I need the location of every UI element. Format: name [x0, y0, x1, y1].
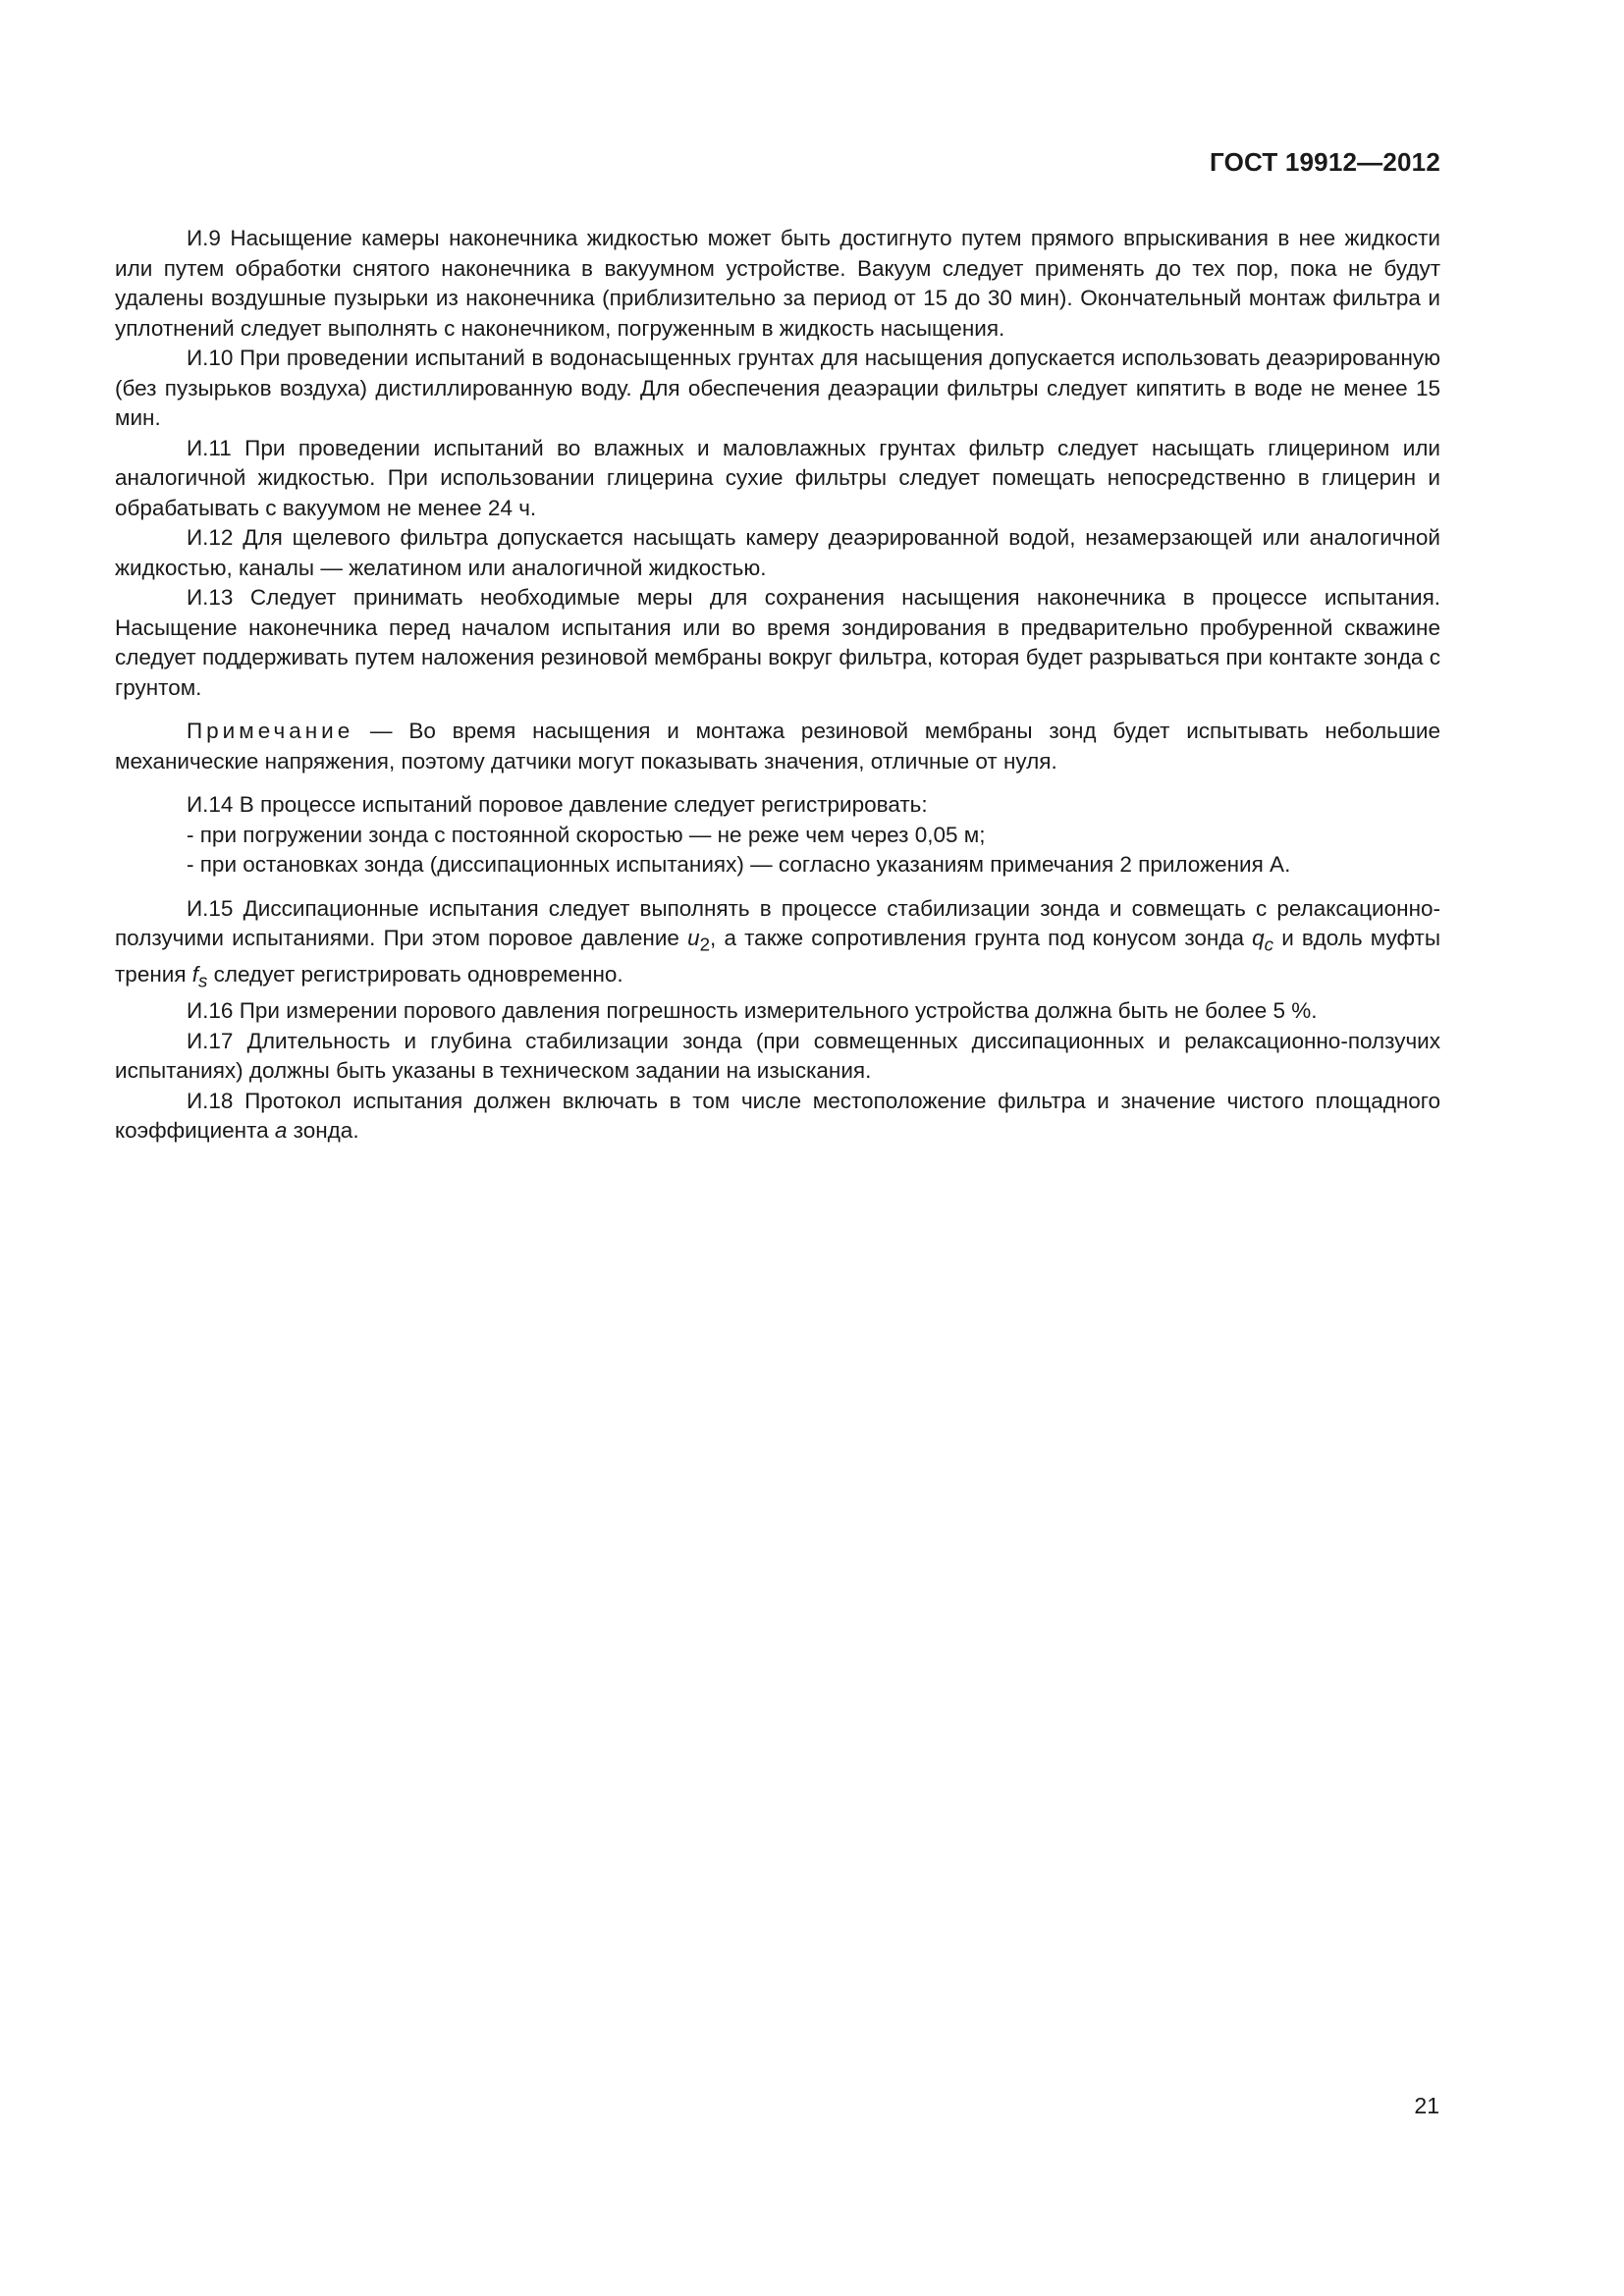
list-item-i14-2: - при остановках зонда (диссипационных испытаниях) — согласно указаниям примечания 2 приложения А.: [187, 852, 1291, 877]
document-body: [115, 224, 1440, 1147]
paragraph-i13: И.13 Следует принимать необходимые меры для сохранения насыщения наконечника в процессе испытания. Насыщение наконечника перед началом испытания или во время зондирования в предварительно пробуренной скважине следует поддерживать путем наложения резиновой мембраны вокруг фильтра, которая будет разрываться при контакте зонда с грунтом.: [115, 585, 1440, 700]
i15-text-1: И.15 Диссипационные испытания следует выполнять в процессе стабилизации зонда и совмещать с релаксационно-ползучими испытаниями. При этом поровое давление: [115, 895, 1440, 950]
symbol-a: a: [274, 1118, 288, 1143]
document-code-header: ГОСТ 19912—2012: [1210, 147, 1440, 177]
paragraph-i12: И.12 Для щелевого фильтра допускается насыщать камеру деаэрированной водой, незамерзающей или аналогичной жидкостью, каналы — желатином или аналогичной жидкостью.: [115, 525, 1440, 580]
note-label: Примечание: [187, 719, 354, 743]
paragraph-i15: [115, 894, 1440, 997]
symbol-u: u: [687, 926, 700, 950]
symbol-q: q: [1252, 926, 1265, 950]
paragraph-i17: И.17 Длительность и глубина стабилизации зонда (при совмещенных диссипационных и релаксационно-ползучих испытаниях) должны быть указаны в техническом задании на изыскания.: [115, 1028, 1440, 1083]
i15-text-3: и вдоль муфты трения: [115, 926, 1440, 987]
paragraph-i18: [115, 1087, 1440, 1147]
paragraph-i9: И.9 Насыщение камеры наконечника жидкостью может быть достигнуто путем прямого впрыскивания в нее жидкости или путем обработки снятого наконечника в вакуумном устройстве. Вакуум следует применять до тех пор, пока не будут удалены воздушные пузырьки из наконечника (приблизительно за период от 15 до 30 мин). Окончательный монтаж фильтра и уплотнений следует выполнять с наконечником, погруженным в жидкость насыщения.: [115, 226, 1440, 341]
symbol-u-subscript: 2: [699, 934, 711, 955]
paragraph-i11: И.11 При проведении испытаний во влажных и маловлажных грунтах фильтр следует насыщать глицерином или аналогичной жидкостью. При использовании глицерина сухие фильтры следует помещать непосредственно в глицерин и обрабатывать с вакуумом не менее 24 ч.: [115, 435, 1440, 520]
list-item-i14-1: - при погружении зонда с постоянной скоростью — не реже чем через 0,05 м;: [187, 822, 986, 847]
paragraph-i10: И.10 При проведении испытаний в водонасыщенных грунтах для насыщения допускается использовать деаэрированную (без пузырьков воздуха) дистиллированную воду. Для обеспечения деаэрации фильтры следует кипятить в воде не менее 15 мин.: [115, 346, 1440, 430]
page-number: 21: [1414, 2093, 1439, 2118]
symbol-q-subscript: c: [1264, 934, 1274, 955]
i15-text-4: следует регистрировать одновременно.: [207, 962, 623, 987]
i15-text-2: , а также сопротивления грунта под конусом зонда: [710, 926, 1253, 950]
note-paragraph: [115, 717, 1440, 776]
symbol-f: f: [191, 962, 199, 987]
i18-text-1: И.18 Протокол испытания должен включать в том числе местоположение фильтра и значение чистого площадного коэффициента: [115, 1088, 1440, 1143]
paragraph-i16: И.16 При измерении порового давления погрешность измерительного устройства должна быть не более 5 %.: [187, 998, 1318, 1023]
note-text: — Во время насыщения и монтажа резиновой мембраны зонд будет испытывать небольшие механические напряжения, поэтому датчики могут показывать значения, отличные от нуля.: [115, 719, 1440, 774]
paragraph-i14: И.14 В процессе испытаний поровое давление следует регистрировать:: [187, 792, 928, 817]
symbol-f-subscript: s: [198, 970, 208, 991]
i18-text-2: зонда.: [287, 1118, 359, 1143]
